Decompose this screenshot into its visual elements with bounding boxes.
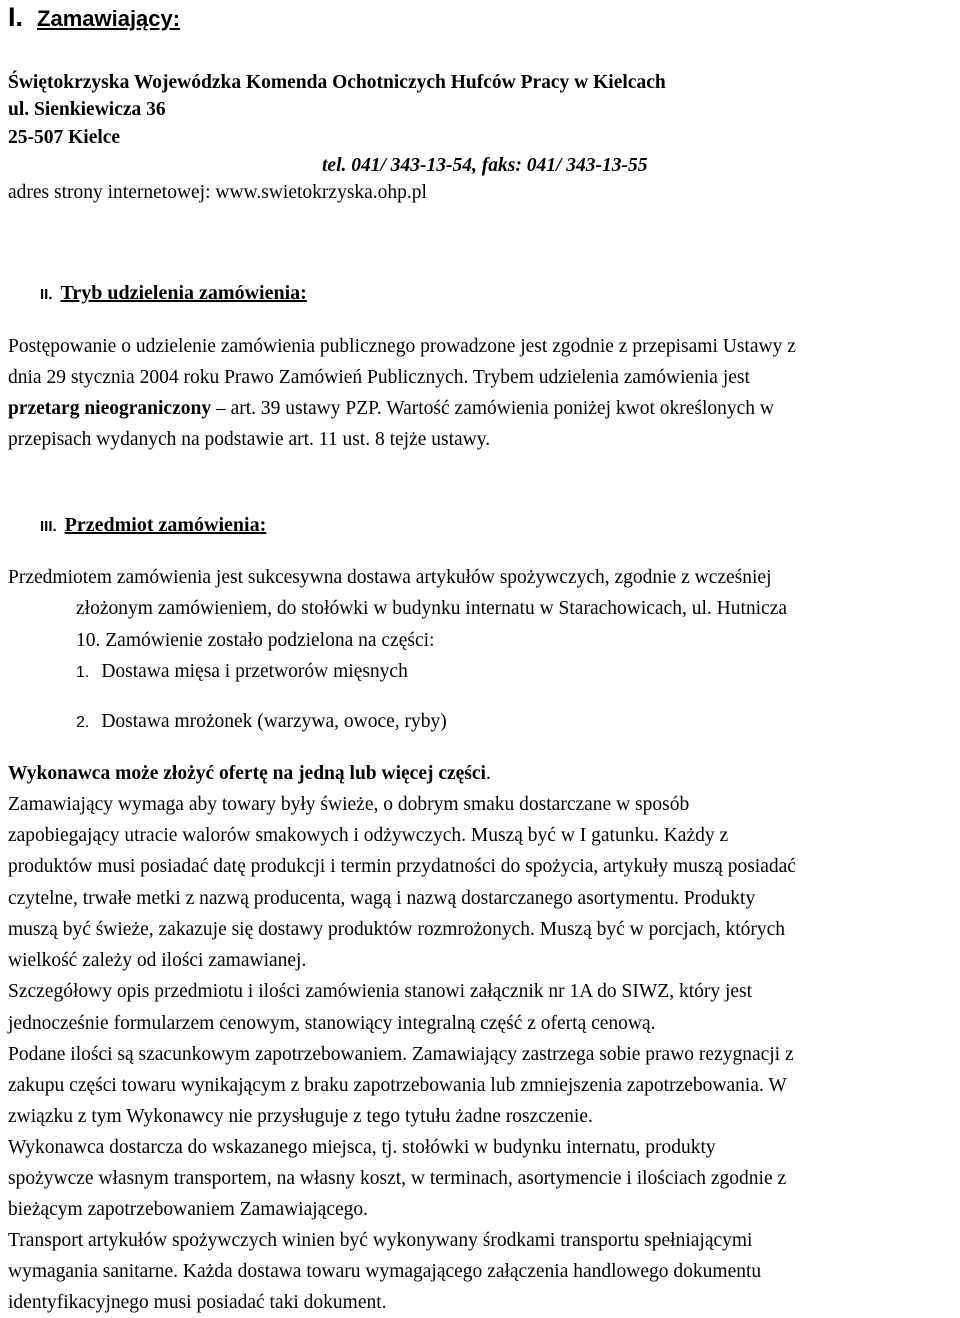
paragraph-line: Szczegółowy opis przedmiotu i ilości zamówienia stanowi załącznik nr 1A do SIWZ, który jest [8,981,753,1002]
paragraph-line: identyfikacyjnego musi posiadać taki dokument. [8,1292,387,1313]
paragraph-line: spożywcze własnym transportem, na własny koszt, w terminach, asortymencie i ilościach zgodnie z [8,1168,787,1189]
section-2-line-2: dnia 29 stycznia 2004 roku Prawo Zamówień Publicznych. Trybem udzielenia zamówienia jest [8,367,750,388]
section-3-intro-3: 10. Zamówienie zostało podzielona na części: [76,630,435,651]
section-2-title: Tryb udzielenia zamówienia: [60,282,307,304]
paragraph-line: Zamawiający wymaga aby towary były świeże, o dobrym smaku dostarczane w sposób [8,794,690,815]
org-street: ul. Sienkiewicza 36 [8,99,166,120]
section-2-line-1: Postępowanie o udzielenie zamówienia publicznego prowadzone jest zgodnie z przepisami Ustawy z [8,336,796,357]
paragraph-line: muszą być świeże, zakazuje się dostawy produktów rozmrożonych. Muszą być w porcjach, których [8,919,786,940]
part-2-number: 2. [76,714,90,731]
paragraph-line: związku z tym Wykonawcy nie przysługuje z tego tytułu żadne roszczenie. [8,1106,593,1127]
paragraph-line: czytelne, trwałe metki z nazwą producenta, wagą i nazwą dostarczanego asortymentu. Produkty [8,888,756,909]
paragraph-line: Transport artykułów spożywczych winien być wykonywany środkami transportu spełniającymi [8,1230,753,1251]
section-2-line-3-rest: – art. 39 ustawy PZP. Wartość zamówienia poniżej kwot określonych w [211,398,774,419]
section-1-number: I. [8,2,24,32]
paragraph-line: jednocześnie formularzem cenowym, stanowiący integralną część z ofertą cenową. [8,1013,656,1034]
section-2-number: II. [40,286,53,303]
section-2-line-3 [8,398,774,420]
offer-note-text: Wykonawca może złożyć ofertę na jedną lub więcej części [8,763,486,784]
paragraph-line: wielkość zależy od ilości zamawianej. [8,950,307,971]
paragraph-line: Wykonawca dostarcza do wskazanego miejsca, tj. stołówki w budynku internatu, produkty [8,1137,716,1158]
paragraph-line: zapobiegający utracie walorów smakowych i odżywczych. Muszą być w I gatunku. Każdy z [8,825,729,846]
section-2-heading [40,282,307,305]
section-1-title: Zamawiający: [37,6,181,31]
org-phone-fax: tel. 041/ 343-13-54, faks: 041/ 343-13-55 [322,155,648,176]
part-1-text: Dostawa mięsa i przetworów mięsnych [101,661,408,682]
offer-note [8,763,491,785]
section-3-number: III. [40,518,57,535]
paragraph-line: wymagania sanitarne. Każda dostawa towaru wymagającego załączenia handlowego dokumentu [8,1261,762,1282]
org-website: adres strony internetowej: www.swietokrzyska.ohp.pl [8,182,427,203]
section-3-intro-1: Przedmiotem zamówienia jest sukcesywna dostawa artykułów spożywczych, zgodnie z wcześniej [8,567,772,588]
part-2 [76,711,447,733]
paragraph-line: Podane ilości są szacunkowym zapotrzebowaniem. Zamawiający zastrzega sobie prawo rezygnacji z [8,1044,794,1065]
part-2-text: Dostawa mrożonek (warzywa, owoce, ryby) [101,711,447,732]
section-2-line-4: przepisach wydanych na podstawie art. 11 ust. 8 tejże ustawy. [8,429,491,450]
paragraph-line: zakupu części towaru wynikającym z braku zapotrzebowania lub zmniejszenia zapotrzebowania. W [8,1075,787,1096]
section-1-heading [8,2,180,33]
part-1 [76,661,408,683]
org-postal: 25-507 Kielce [8,127,121,148]
offer-note-end: . [485,763,491,784]
section-3-title: Przedmiot zamówienia: [64,514,267,536]
part-1-number: 1. [76,664,90,681]
paragraph-line: bieżącym zapotrzebowaniem Zamawiającego. [8,1199,369,1220]
section-3-heading [40,514,266,537]
org-name: Świętokrzyska Wojewódzka Komenda Ochotniczych Hufców Pracy w Kielcach [8,72,666,93]
paragraph-line: produktów musi posiadać datę produkcji i termin przydatności do spożycia, artykuły muszą posiadać [8,856,796,877]
section-3-intro-2: złożonym zamówieniem, do stołówki w budynku internatu w Starachowicach, ul. Hutnicza [76,598,788,619]
procedure-type: przetarg nieograniczony [8,398,212,419]
